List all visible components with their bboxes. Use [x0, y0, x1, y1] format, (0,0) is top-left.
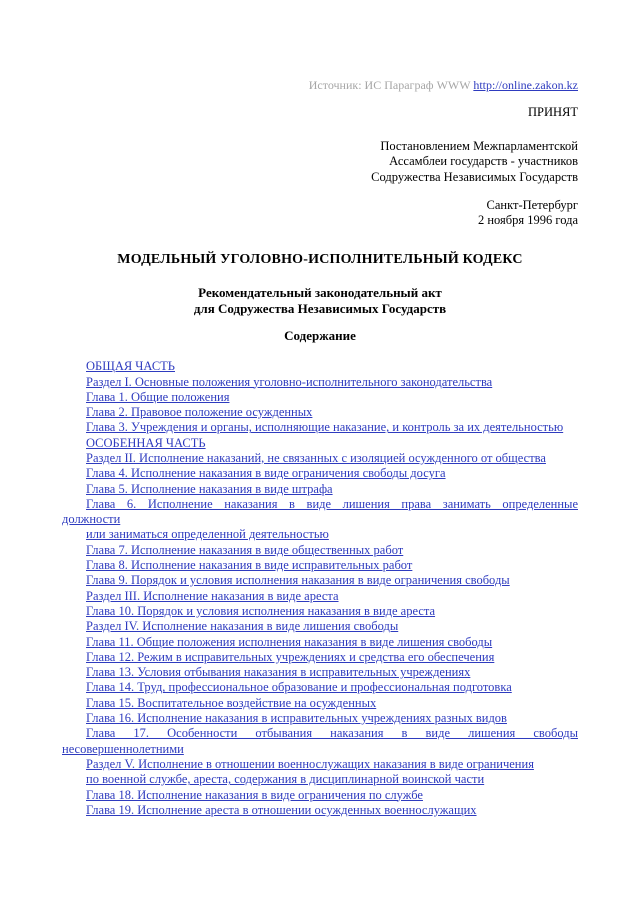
toc-link-label: Раздел V. Исполнение в отношении военнослужащих наказания в виде ограничения	[86, 756, 534, 771]
toc-link-label: Глава 5. Исполнение наказания в виде штрафа	[86, 481, 333, 496]
contents-heading: Содержание	[284, 328, 356, 344]
toc-link-label: Раздел IV. Исполнение наказания в виде лишения свободы	[86, 619, 399, 634]
toc-link-label: несовершеннолетними	[62, 741, 184, 756]
toc-link[interactable]	[86, 604, 578, 619]
toc-link[interactable]	[86, 803, 578, 818]
document-title: МОДЕЛЬНЫЙ УГОЛОВНО-ИСПОЛНИТЕЛЬНЫЙ КОДЕКС	[117, 252, 523, 268]
source-line	[0, 78, 578, 92]
document-subtitle-line: Рекомендательный законодательный акт	[198, 285, 442, 301]
toc-link[interactable]	[86, 680, 578, 695]
toc-link-label: Глава 19. Исполнение ареста в отношении осужденных военнослужащих	[86, 802, 477, 817]
toc-link[interactable]	[86, 543, 578, 558]
toc-link[interactable]	[86, 589, 578, 604]
toc-link-label: Глава 9. Порядок и условия исполнения наказания в виде ограничения свободы	[86, 573, 510, 588]
toc-link[interactable]	[86, 757, 578, 772]
toc-link[interactable]	[86, 405, 578, 420]
toc-link-label: Глава 7. Исполнение наказания в виде общественных работ	[86, 542, 404, 557]
toc-link-label: Глава 3. Учреждения и органы, исполняющие наказание, и контроль за их деятельностью	[86, 420, 564, 435]
toc-link-label: Глава 10. Порядок и условия исполнения наказания в виде ареста	[86, 603, 436, 618]
toc-link-label: Глава 8. Исполнение наказания в виде исправительных работ	[86, 558, 413, 573]
toc-link[interactable]	[86, 696, 578, 711]
toc-link-label: Глава 17. Особенности отбывания наказания в виде лишения свободы	[86, 726, 578, 741]
toc-link[interactable]	[86, 420, 578, 435]
toc-link-label: Глава 6. Исполнение наказания в виде лишения права занимать определенные	[86, 496, 578, 511]
toc-link-label: Глава 12. Режим в исправительных учреждениях и средства его обеспечения	[86, 649, 495, 664]
toc-link[interactable]	[86, 772, 578, 787]
toc-link[interactable]	[86, 390, 578, 405]
toc-link-label: по военной службе, ареста, содержания в дисциплинарной воинской части	[86, 772, 485, 787]
table-of-contents	[62, 359, 578, 818]
toc-link[interactable]	[86, 573, 578, 588]
toc-link[interactable]	[86, 665, 578, 680]
toc-link[interactable]	[86, 375, 578, 390]
toc-link[interactable]	[86, 527, 578, 542]
adopted-by-block	[0, 139, 578, 185]
toc-link-label: Раздел II. Исполнение наказаний, не связанных с изоляцией осужденного от общества	[86, 451, 546, 465]
toc-link-label: Глава 18. Исполнение наказания в виде ограничения по службе	[86, 787, 423, 802]
toc-link[interactable]	[86, 359, 578, 374]
adopted-by-line: Постановлением Межпарламентской	[380, 139, 578, 154]
toc-link[interactable]	[86, 482, 578, 497]
toc-link[interactable]	[86, 635, 578, 650]
toc-link-label: Глава 1. Общие положения	[86, 389, 230, 404]
accepted-label: ПРИНЯТ	[527, 105, 578, 119]
toc-link-label: Глава 4. Исполнение наказания в виде ограничения свободы досуга	[86, 466, 446, 481]
toc-link-label: ОБЩАЯ ЧАСТЬ	[86, 359, 175, 374]
toc-link[interactable]	[86, 650, 578, 665]
toc-link[interactable]	[86, 619, 578, 634]
toc-link[interactable]	[86, 497, 578, 512]
document-subtitle-line: для Содружества Независимых Государств	[193, 300, 447, 316]
toc-link-label: Глава 14. Труд, профессиональное образование и профессиональная подготовка	[86, 680, 512, 695]
date-label: 2 ноября 1996 года	[477, 213, 578, 228]
toc-link-label: Глава 15. Воспитательное воздействие на осужденных	[86, 695, 377, 710]
toc-link[interactable]	[86, 558, 578, 573]
toc-link-label: Раздел I. Основные положения уголовно-исполнительного законодательства	[86, 374, 493, 389]
toc-link-label: Глава 11. Общие положения исполнения наказания в виде лишения свободы	[86, 634, 493, 649]
place-label: Санкт-Петербург	[486, 197, 578, 212]
source-link[interactable]: http://online.zakon.kz	[473, 78, 578, 92]
adopted-by-line: Содружества Независимых Государств	[371, 169, 578, 184]
adopted-by-line: Ассамблеи государств - участников	[389, 154, 578, 169]
source-prefix-label: Источник: ИС Параграф WWW	[308, 78, 471, 92]
toc-link-label: Глава 2. Правовое положение осужденных	[86, 405, 313, 420]
toc-link-label: Глава 16. Исполнение наказания в исправительных учреждениях разных видов	[86, 711, 507, 726]
toc-link-label: Глава 13. Условия отбывания наказания в исправительных учреждениях	[86, 665, 471, 680]
toc-link[interactable]	[86, 466, 578, 481]
toc-link-label: ОСОБЕННАЯ ЧАСТЬ	[86, 435, 206, 450]
toc-link-label: должности	[62, 512, 121, 527]
document-subtitle	[0, 285, 640, 316]
toc-link[interactable]	[86, 711, 578, 726]
toc-link[interactable]	[62, 742, 578, 757]
toc-link[interactable]	[86, 436, 578, 451]
toc-link[interactable]	[86, 788, 578, 803]
toc-link[interactable]	[86, 726, 578, 741]
toc-link-label: или заниматься определенной деятельностью	[86, 527, 329, 542]
place-date-block	[0, 198, 578, 228]
toc-link[interactable]	[86, 451, 578, 466]
toc-link-label: Раздел III. Исполнение наказания в виде ареста	[86, 588, 339, 603]
toc-link[interactable]	[62, 512, 578, 527]
